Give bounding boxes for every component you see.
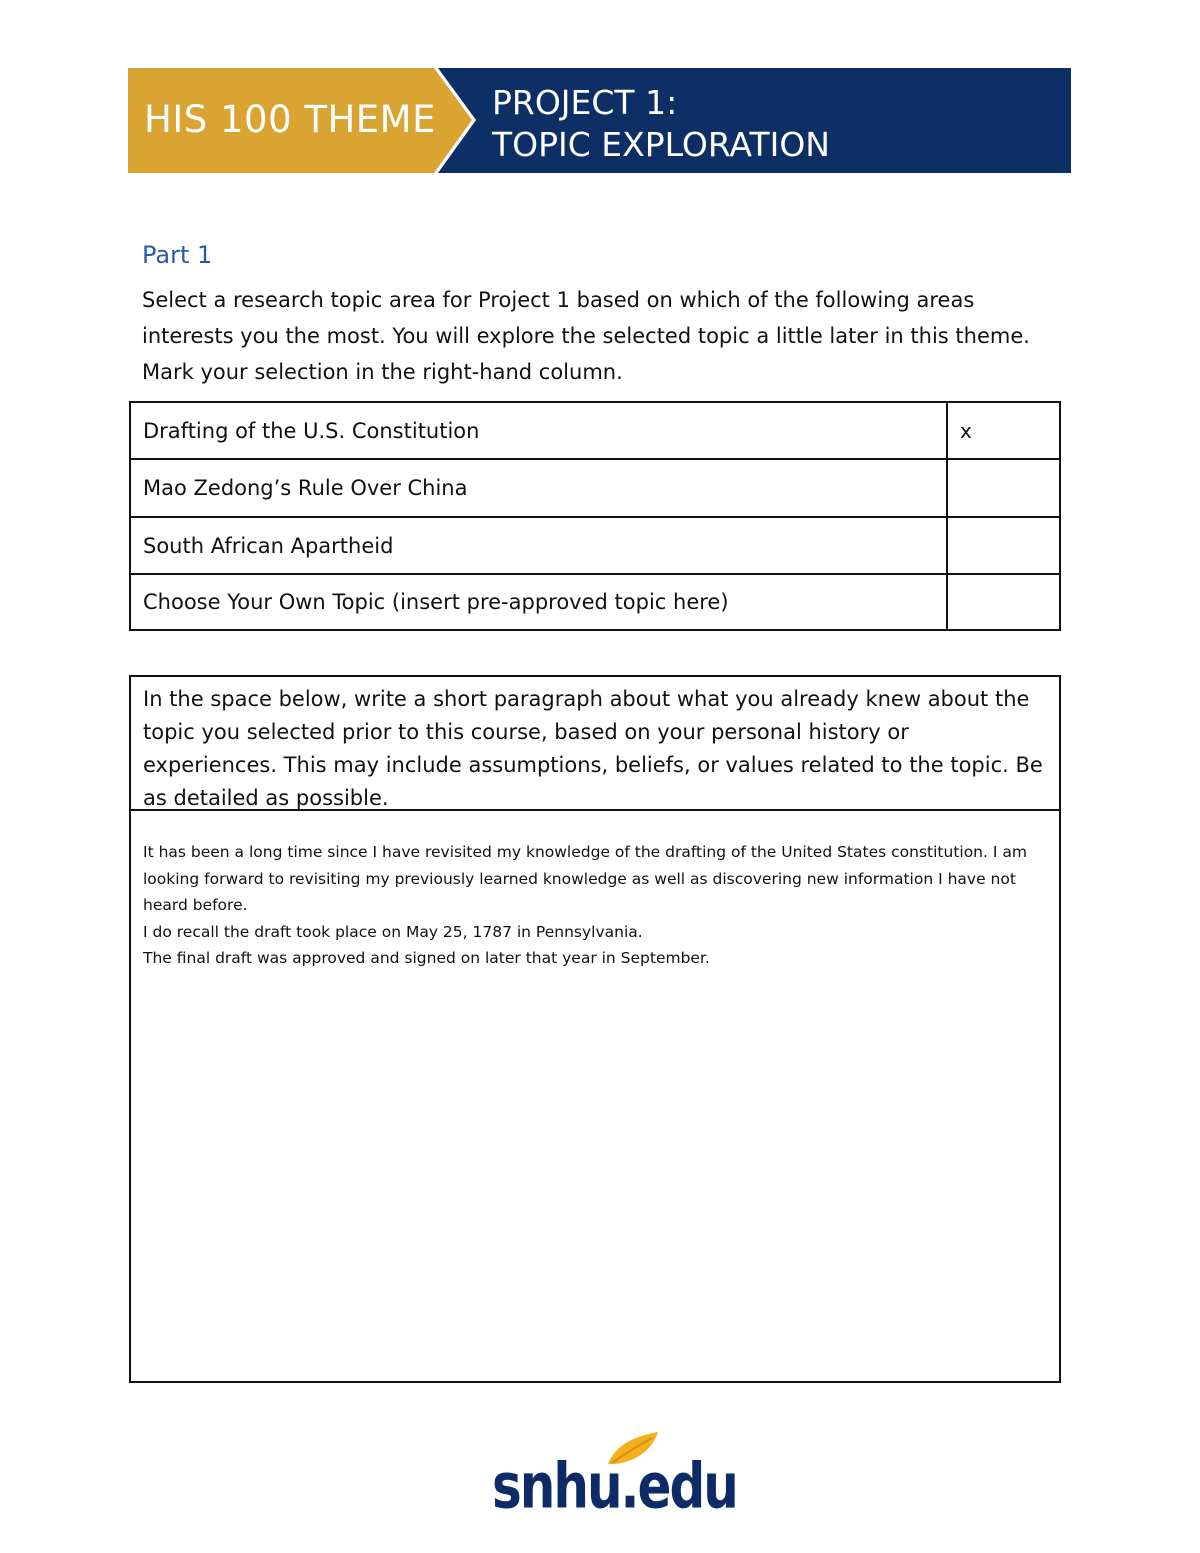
project-title-line-2: TOPIC EXPLORATION bbox=[492, 125, 830, 164]
response-line: It has been a long time since I have revisited my knowledge of the drafting of the United States constitution. I am looking forward to revisiting my previously learned knowledge as well as discovering new information I have not heard before. bbox=[143, 843, 1027, 914]
logo-text: snhu.edu bbox=[492, 1450, 737, 1523]
topic-label: Drafting of the U.S. Constitution bbox=[130, 402, 947, 459]
response-line: I do recall the draft took place on May 25, 1787 in Pennsylvania. bbox=[143, 922, 643, 941]
topic-mark-cell[interactable]: x bbox=[947, 402, 1060, 459]
topic-row bbox=[130, 574, 1060, 630]
topic-mark-cell[interactable] bbox=[947, 459, 1060, 517]
instructions-text: Select a research topic area for Project 1 based on which of the following areas interests you the most. You will explore the selected topic a little later in this theme. Mark your selection in the right-hand column. bbox=[142, 288, 1030, 384]
topic-row bbox=[130, 517, 1060, 574]
project-title-line-1: PROJECT 1: bbox=[492, 83, 678, 122]
topic-row bbox=[130, 402, 1060, 459]
topic-mark-cell[interactable] bbox=[947, 517, 1060, 574]
topic-mark-cell[interactable] bbox=[947, 574, 1060, 630]
header-banner bbox=[128, 68, 1071, 173]
topic-row bbox=[130, 459, 1060, 517]
topic-label: South African Apartheid bbox=[130, 517, 947, 574]
topic-label: Mao Zedong’s Rule Over China bbox=[130, 459, 947, 517]
paragraph-box bbox=[129, 675, 1061, 1383]
theme-label: HIS 100 THEME bbox=[144, 98, 436, 141]
paragraph-prompt: In the space below, write a short paragraph about what you already knew about the topic you selected prior to this course, based on your personal history or experiences. This may include assumptions, beliefs, or values related to the topic. Be as detailed as possible. bbox=[131, 677, 1059, 811]
topic-label: Choose Your Own Topic (insert pre-approved topic here) bbox=[130, 574, 947, 630]
part-heading: Part 1 bbox=[142, 241, 213, 269]
response-line: The final draft was approved and signed on later that year in September. bbox=[143, 949, 710, 967]
snhu-logo bbox=[492, 1430, 737, 1523]
topic-selection-table bbox=[129, 401, 1061, 631]
project-title bbox=[492, 82, 830, 166]
paragraph-response-area[interactable] bbox=[131, 811, 1059, 972]
